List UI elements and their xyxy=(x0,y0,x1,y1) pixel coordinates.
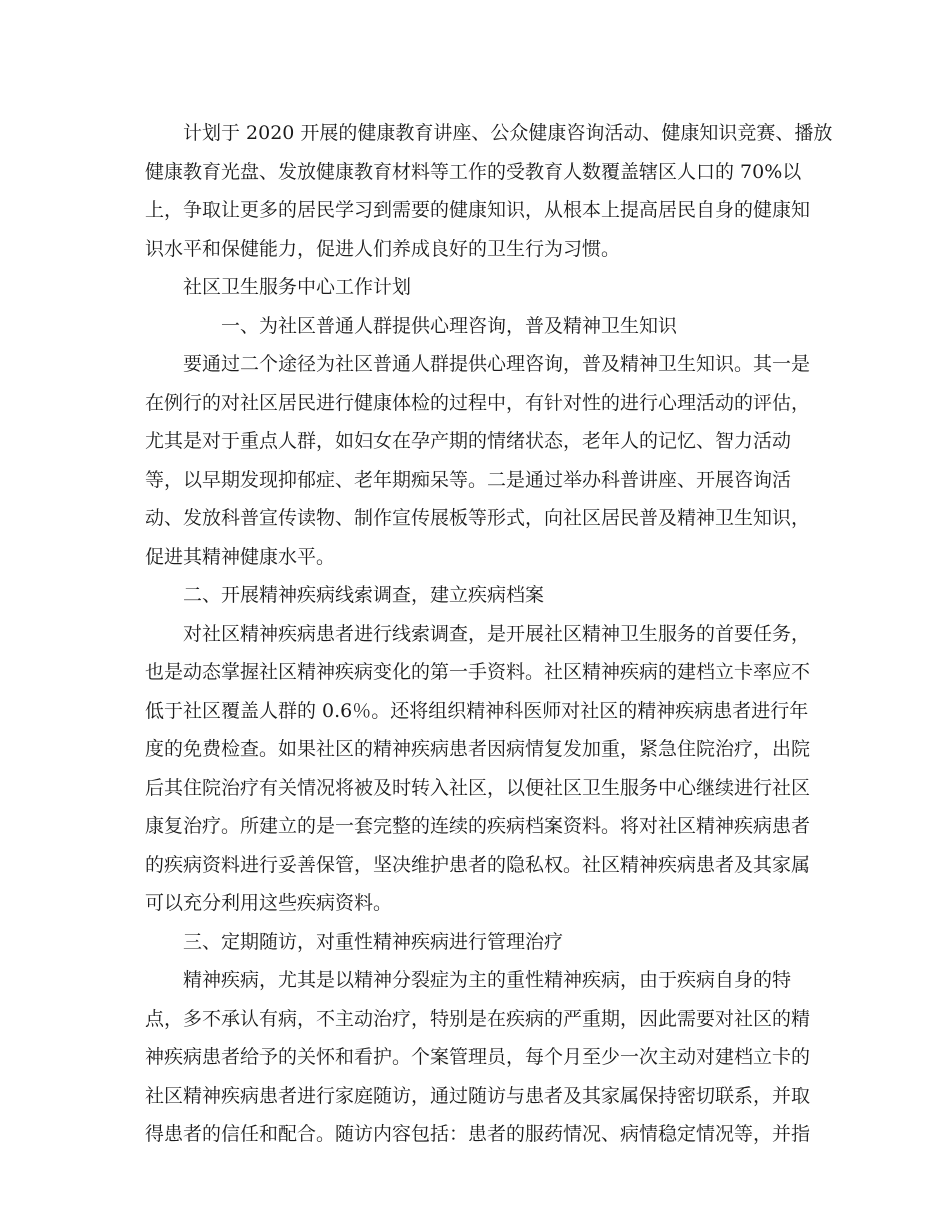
text-line: 促进其精神健康水平。 xyxy=(145,545,336,568)
section-heading: 二、开展精神疾病线索调查，建立疾病档案 xyxy=(183,584,545,606)
text-line: 尤其是对于重点人群，如妇女在孕产期的情绪状态，老年人的记忆、智力活动 xyxy=(145,430,792,452)
text-line: 低于社区覆盖人群的 0.6％。还将组织精神科医师对社区的精神疾病患者进行年 xyxy=(145,699,809,722)
text-line: 在例行的对社区居民进行健康体检的过程中，有针对性的进行心理活动的评估， xyxy=(145,391,811,414)
text-line: 康复治疗。所建立的是一套完整的连续的疾病档案资料。将对社区精神疾病患者 xyxy=(145,815,811,837)
text-line: 度的免费检查。如果社区的精神疾病患者因病情复发加重，紧急住院治疗，出院 xyxy=(145,738,811,760)
section-regular-follow-up xyxy=(145,923,810,1154)
text-line: 神疾病患者给予的关怀和看护。个案管理员，每个月至少一次主动对建档立卡的 xyxy=(145,1046,811,1068)
text-line: 上，争取让更多的居民学习到需要的健康知识，从根本上提高居民自身的健康知 xyxy=(145,199,811,221)
section-heading: 一、为社区普通人群提供心理咨询，普及精神卫生知识 xyxy=(221,314,678,337)
plan-title: 社区卫生服务中心工作计划 xyxy=(183,276,412,298)
paragraph-health-education xyxy=(145,114,833,268)
section-disease-survey-records xyxy=(145,576,810,923)
text-line: 精神疾病，尤其是以精神分裂症为主的重性精神疾病，由于疾病自身的特 xyxy=(183,969,792,991)
text-line: 健康教育光盘、发放健康教育材料等工作的受教育人数覆盖辖区人口的 70%以 xyxy=(145,160,802,183)
section-heading: 三、定期随访，对重性精神疾病进行管理治疗 xyxy=(183,930,564,953)
text-line: 点，多不承认有病，不主动治疗，特别是在疾病的严重期，因此需要对社区的精 xyxy=(145,1007,811,1030)
text-line: 对社区精神疾病患者进行线索调查，是开展社区精神卫生服务的首要任务， xyxy=(183,622,811,645)
text-line: 可以充分利用这些疾病资料。 xyxy=(145,892,393,914)
text-line: 也是动态掌握社区精神疾病变化的第一手资料。社区精神疾病的建档立卡率应不 xyxy=(145,661,811,683)
text-line: 的疾病资料进行妥善保管，坚决维护患者的隐私权。社区精神疾病患者及其家属 xyxy=(145,853,811,876)
text-line: 得患者的信任和配合。随访内容包括：患者的服药情况、病情稳定情况等，并指 xyxy=(145,1123,811,1145)
text-line: 识水平和保健能力，促进人们养成良好的卫生行为习惯。 xyxy=(145,237,621,260)
text-line: 动、发放科普宣传读物、制作宣传展板等形式，向社区居民普及精神卫生知识， xyxy=(145,507,811,529)
text-line: 社区精神疾病患者进行家庭随访，通过随访与患者及其家属保持密切联系，并取 xyxy=(145,1084,811,1107)
text-line: 要通过二个途径为社区普通人群提供心理咨询，普及精神卫生知识。其一是 xyxy=(183,353,811,375)
text-line: 后其住院治疗有关情况将被及时转入社区，以便社区卫生服务中心继续进行社区 xyxy=(145,776,811,799)
document-body xyxy=(145,114,833,1154)
text-line: 计划于 2020 开展的健康教育讲座、公众健康咨询活动、健康知识竞赛、播放 xyxy=(183,122,833,144)
section-mental-health-counseling xyxy=(145,307,810,577)
text-line: 等，以早期发现抑郁症、老年期痴呆等。二是通过举办科普讲座、开展咨询活 xyxy=(145,468,792,491)
